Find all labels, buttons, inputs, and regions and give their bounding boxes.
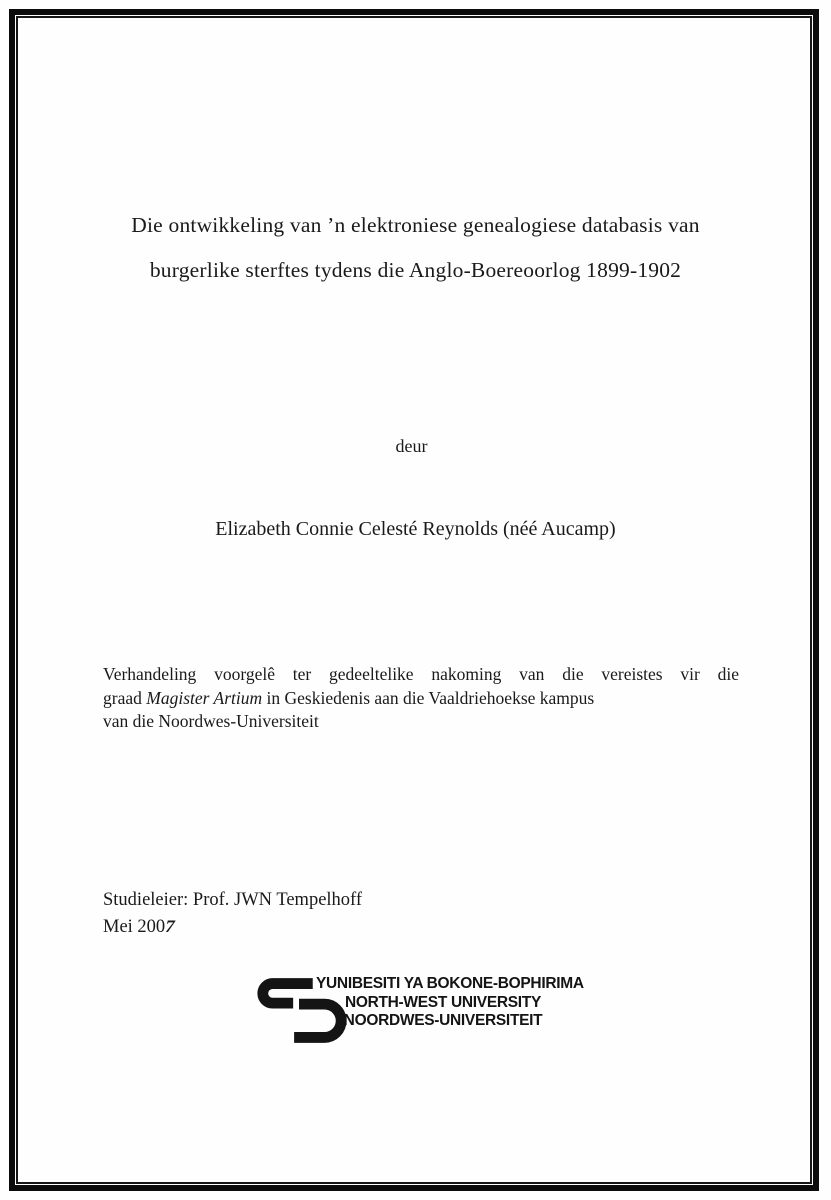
logo-line-setswana: YUNIBESITI YA BOKONE-BOPHIRIMA bbox=[316, 975, 584, 992]
degree-name: Magister Artium bbox=[146, 687, 263, 708]
logo-line-afrikaans: NOORDWES-UNIVERSITEIT bbox=[343, 1012, 543, 1030]
submission-line3: van die Noordwes-Universiteit bbox=[103, 711, 319, 732]
supervisor-block bbox=[103, 887, 362, 940]
byline-label: deur bbox=[395, 436, 428, 456]
submission-line2-suffix: in Geskiedenis aan die Vaaldriehoekse kampus bbox=[262, 687, 595, 708]
logo-line-english: NORTH-WEST UNIVERSITY bbox=[344, 993, 542, 1011]
submission-line2-prefix: graad bbox=[103, 687, 147, 708]
submission-statement bbox=[103, 663, 739, 734]
submission-line2 bbox=[103, 687, 739, 711]
date-prefix: Mei 200 bbox=[103, 916, 166, 937]
date-seven: 7 bbox=[162, 917, 177, 937]
submission-line1: Verhandeling voorgelê ter gedeeltelike nakoming van die vereistes vir die bbox=[103, 664, 739, 684]
thesis-title-line2: burgerlike sterftes tydens die Anglo-Boereoorlog 1899-1902 bbox=[149, 258, 682, 282]
university-logo-text bbox=[316, 975, 584, 1031]
thesis-title-line1: Die ontwikkeling van ’n elektroniese genealogiese databasis van bbox=[131, 213, 700, 237]
thesis-title bbox=[60, 203, 771, 293]
supervisor-line: Studieleier: Prof. JWN Tempelhoff bbox=[103, 890, 363, 910]
author-name: Elizabeth Connie Celesté Reynolds (néé Aucamp) bbox=[215, 518, 616, 540]
date-line bbox=[103, 914, 362, 941]
